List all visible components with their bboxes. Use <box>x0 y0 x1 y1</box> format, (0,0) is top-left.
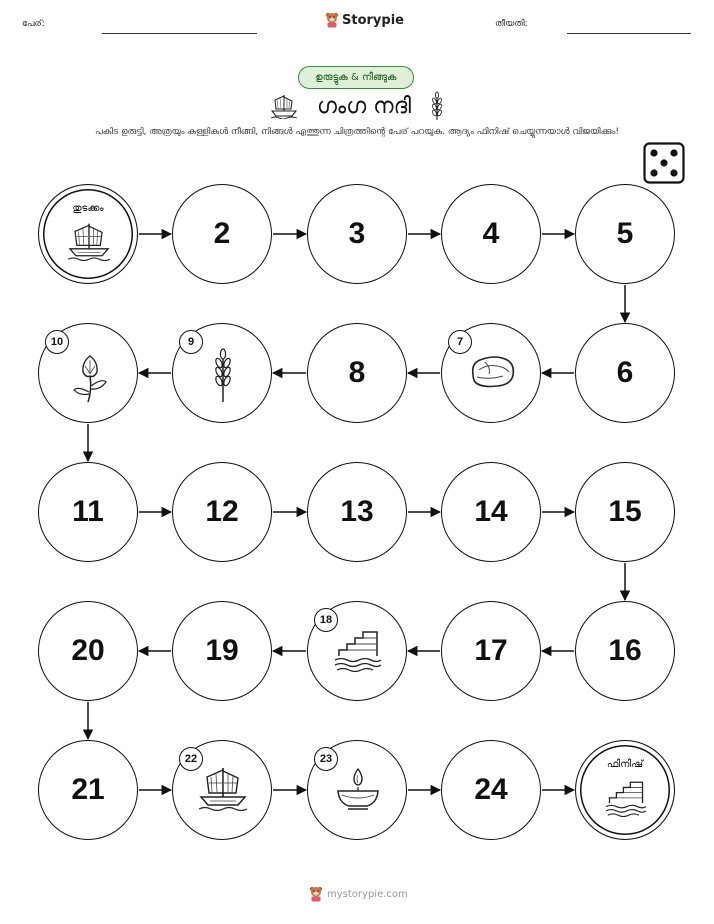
board-space-15 <box>575 462 675 562</box>
space-number-badge: 18 <box>314 608 338 632</box>
board-space-13 <box>307 462 407 562</box>
space-number: 17 <box>474 634 508 667</box>
space-number: 12 <box>205 495 239 528</box>
rock-icon <box>467 348 517 398</box>
space-number: 24 <box>474 773 508 806</box>
space-number: 4 <box>482 217 500 250</box>
space-number: 6 <box>616 356 634 389</box>
date-label: തീയതി: <box>495 19 528 29</box>
space-number-badge: 22 <box>179 747 203 771</box>
space-number: 16 <box>608 634 642 667</box>
space-number: 2 <box>213 217 231 250</box>
space-number: 20 <box>71 634 105 667</box>
activity-badge: ഉരുട്ടുക & നീങ്ങുക <box>298 66 414 89</box>
board-space-4 <box>441 184 541 284</box>
board-space-20 <box>38 601 138 701</box>
footer <box>309 886 408 902</box>
brand-name: Storypie <box>342 12 404 28</box>
board-space-3 <box>307 184 407 284</box>
ghat-steps-icon <box>333 626 383 676</box>
start-label: തുടക്കം <box>72 203 104 214</box>
space-number: 5 <box>616 217 634 250</box>
space-number-badge: 7 <box>448 330 472 354</box>
board-space-22 <box>172 740 272 840</box>
board-space-10 <box>38 323 138 423</box>
space-number: 11 <box>72 495 104 528</box>
board-space-24 <box>441 740 541 840</box>
board-space-2 <box>172 184 272 284</box>
flower-icon <box>64 348 114 408</box>
space-number: 19 <box>205 634 239 667</box>
board-space-19 <box>172 601 272 701</box>
space-number: 13 <box>340 495 374 528</box>
board-space-6 <box>575 323 675 423</box>
board-space-23 <box>307 740 407 840</box>
space-number: 3 <box>348 217 366 250</box>
instructions: പകിട ഉരുട്ടി, അത്രയും കള്ളികൾ നീങ്ങി, നിങ്ങൾ എത്തുന്ന ചിത്രത്തിന്റെ പേര് പറയുക. ആദ്യം ഫിനിഷ് ചെയ്യുന്നയാൾ വിജയിക്കും! <box>95 127 619 137</box>
board-space-18 <box>307 601 407 701</box>
space-number-badge: 10 <box>45 330 69 354</box>
board-space-12 <box>172 462 272 562</box>
finish-label: ഫിനിഷ് <box>606 759 644 770</box>
footer-url: mystorypie.com <box>327 888 408 900</box>
board-space-16 <box>575 601 675 701</box>
board-space-8 <box>307 323 407 423</box>
boat-icon <box>67 221 111 265</box>
board-space-17 <box>441 601 541 701</box>
wheat-icon <box>198 348 248 408</box>
name-label: പേര്: <box>22 19 45 29</box>
board-space-5 <box>575 184 675 284</box>
space-number: 15 <box>608 495 642 528</box>
space-number: 8 <box>348 356 366 389</box>
space-number-badge: 9 <box>179 330 203 354</box>
board-space-11 <box>38 462 138 562</box>
boat-icon <box>198 765 248 815</box>
board-space-7 <box>441 323 541 423</box>
space-number: 14 <box>474 495 508 528</box>
board-space-21 <box>38 740 138 840</box>
board-space-25 <box>575 740 675 840</box>
board-space-1 <box>38 184 138 284</box>
page-title: ഗംഗ നദി <box>316 93 412 119</box>
board-space-14 <box>441 462 541 562</box>
ghat-steps-icon <box>604 777 648 821</box>
space-number-badge: 23 <box>314 747 338 771</box>
space-number: 21 <box>71 773 105 806</box>
board-space-9 <box>172 323 272 423</box>
diya-lamp-icon <box>333 765 383 819</box>
bear-mascot-icon <box>309 886 323 902</box>
